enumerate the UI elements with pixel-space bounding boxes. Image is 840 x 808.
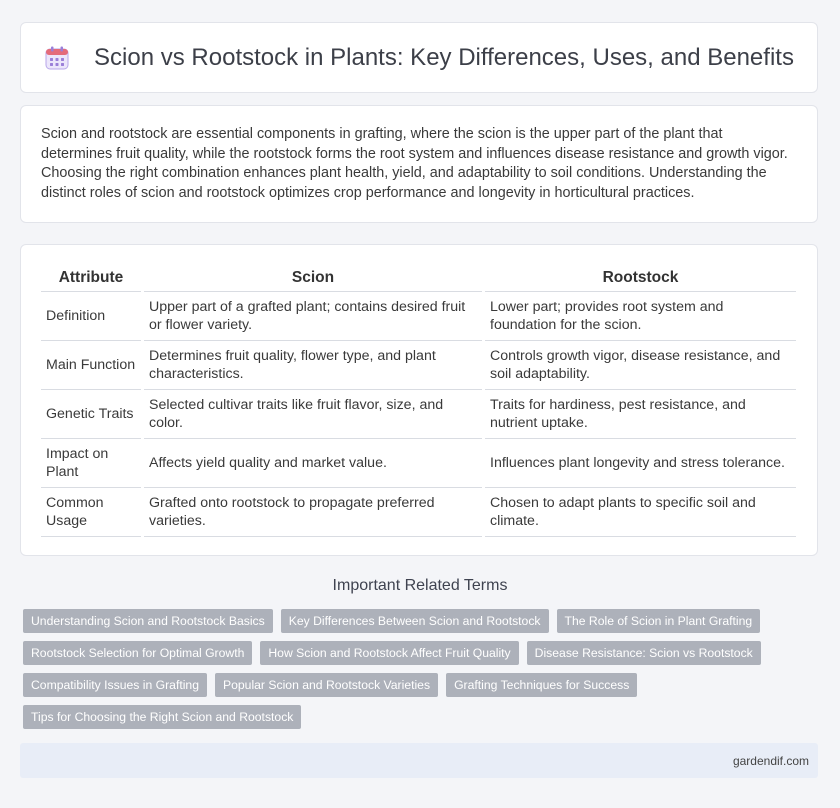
related-terms-title: Important Related Terms	[332, 577, 508, 594]
table-cell-rootstock: Chosen to adapt plants to specific soil and climate.	[485, 488, 796, 537]
table-row	[41, 292, 796, 341]
table-cell-attribute: Genetic Traits	[41, 390, 141, 439]
table-cell-attribute: Main Function	[41, 341, 141, 390]
table-row	[41, 439, 796, 488]
related-term-tag[interactable]: Compatibility Issues in Grafting	[23, 673, 207, 697]
table-row	[41, 341, 796, 390]
table-cell-rootstock: Lower part; provides root system and foundation for the scion.	[485, 292, 796, 341]
related-term-tag[interactable]: Understanding Scion and Rootstock Basics	[23, 609, 273, 633]
intro-card	[20, 105, 818, 223]
related-term-tag[interactable]: Disease Resistance: Scion vs Rootstock	[527, 641, 761, 665]
table-cell-scion: Determines fruit quality, flower type, and plant characteristics.	[144, 341, 482, 390]
related-term-tag[interactable]: Key Differences Between Scion and Rootstock	[281, 609, 549, 633]
table-cell-attribute: Impact on Plant	[41, 439, 141, 488]
footer-site-link[interactable]: gardendif.com	[732, 754, 809, 768]
related-term-tag[interactable]: Tips for Choosing the Right Scion and Rootstock	[23, 705, 301, 729]
table-row	[41, 390, 796, 439]
related-term-tag[interactable]: The Role of Scion in Plant Grafting	[557, 609, 761, 633]
header-scion: Scion	[144, 265, 482, 292]
comparison-table	[38, 265, 799, 537]
footer	[20, 743, 818, 778]
table-cell-rootstock: Influences plant longevity and stress tolerance.	[485, 439, 796, 488]
table-cell-scion: Selected cultivar traits like fruit flavor, size, and color.	[144, 390, 482, 439]
table-cell-rootstock: Controls growth vigor, disease resistance, and soil adaptability.	[485, 341, 796, 390]
table-cell-scion: Affects yield quality and market value.	[144, 439, 482, 488]
calendar-icon	[44, 45, 70, 71]
title-card	[20, 22, 818, 93]
header-attribute: Attribute	[41, 265, 141, 292]
header-rootstock: Rootstock	[485, 265, 796, 292]
page-title: Scion vs Rootstock in Plants: Key Differences, Uses, and Benefits	[94, 43, 794, 71]
table-cell-attribute: Common Usage	[41, 488, 141, 537]
intro-text: Scion and rootstock are essential components in grafting, where the scion is the upper part of the plant that determines fruit quality, while the rootstock forms the root system and influences disease resistance and growth vigor. Choosing the right combination enhances plant health, yield, and adaptability to soil conditions. Understanding the distinct roles of scion and rootstock optimizes crop performance and longevity in horticultural practices.	[41, 126, 788, 201]
table-cell-rootstock: Traits for hardiness, pest resistance, and nutrient uptake.	[485, 390, 796, 439]
table-cell-attribute: Definition	[41, 292, 141, 341]
related-terms-list	[23, 609, 813, 729]
related-term-tag[interactable]: Popular Scion and Rootstock Varieties	[215, 673, 438, 697]
related-term-tag[interactable]: How Scion and Rootstock Affect Fruit Quality	[260, 641, 518, 665]
table-header-row	[41, 265, 796, 292]
table-cell-scion: Grafted onto rootstock to propagate preferred varieties.	[144, 488, 482, 537]
table-cell-scion: Upper part of a grafted plant; contains desired fruit or flower variety.	[144, 292, 482, 341]
related-term-tag[interactable]: Rootstock Selection for Optimal Growth	[23, 641, 252, 665]
table-row	[41, 488, 796, 537]
comparison-table-card	[20, 244, 818, 556]
related-term-tag[interactable]: Grafting Techniques for Success	[446, 673, 637, 697]
